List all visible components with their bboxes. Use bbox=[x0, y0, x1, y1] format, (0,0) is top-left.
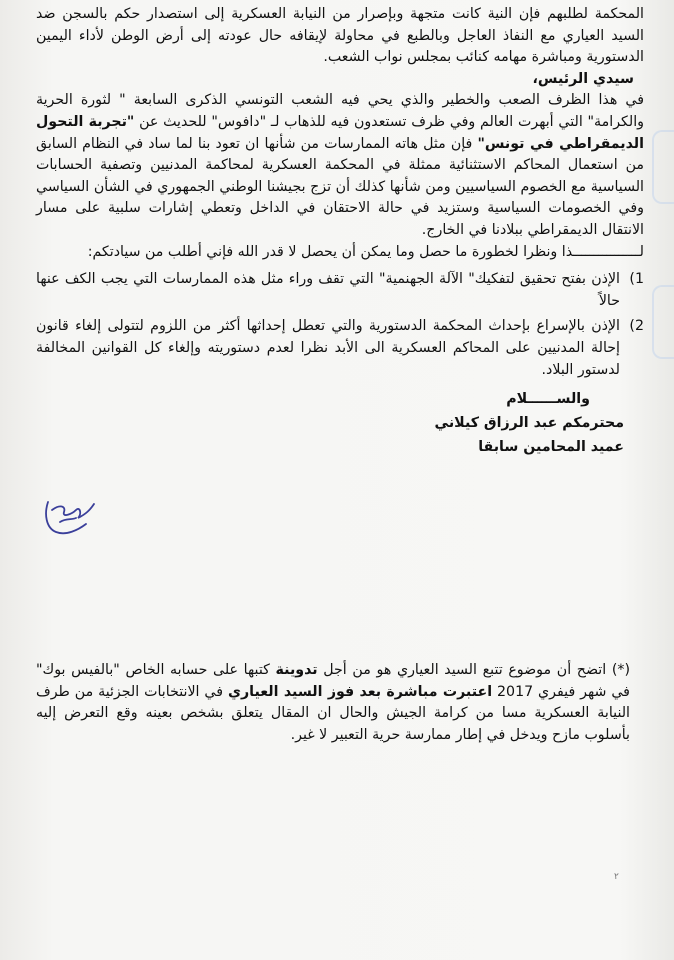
closing-greeting: والســــــلام bbox=[506, 391, 590, 408]
list-item: 1) الإذن بفتح تحقيق لتفكيك" الآلة الجهنمية" التي تقف وراء مثل هذه الممارسات التي يجب الكف عنها حالاً bbox=[36, 271, 644, 309]
bold-phrase: "تجربة التحول الديمقراطي في تونس" bbox=[36, 113, 644, 152]
page-number: ٢ bbox=[614, 872, 619, 882]
bleed-through-mark bbox=[652, 130, 674, 204]
footnote: (*) اتضح أن موضوع تتبع السيد العياري هو من أجل تدوينة كتبها على حسابه الخاص "بالفيس بوك" في شهر فيفري 2017 اعتبرت مباشرة بعد فوز السيد العياري في الانتخابات الجزئية من طرف النيابة العسكرية مسا من كرامة الجيش والحال ان المقال يتعلق بشخص بعينه وقع التعرض إليه بأسلوب مازح ويدخل في إطار ممارسة حرية التعبير لا غير. bbox=[36, 662, 630, 743]
signoff-title: عميد المحامين سابقا bbox=[478, 439, 624, 456]
footnote-marker: (*) bbox=[611, 662, 630, 678]
request-list bbox=[36, 269, 644, 381]
bleed-through-mark bbox=[652, 285, 674, 359]
request-intro: لــــــــــــــــذا ونظرا لخطورة ما حصل وما يمكن أن يحصل لا قدر الله فإني أطلب من سيادتكم: bbox=[87, 243, 644, 260]
letter-body bbox=[36, 0, 644, 459]
signoff-name: محترمكم عبد الرزاق كيلاني bbox=[434, 415, 624, 432]
salutation: سيدي الرئيس، bbox=[532, 70, 634, 87]
main-paragraph: في هذا الظرف الصعب والخطير والذي يحي فيه الشعب التونسي الذكرى السابعة " لثورة الحرية والكرامة" التي أبهرت العالم وفي ظرف تستعدون فيه للذهاب لـ "دافوس" للحديث عن "تجربة التحول الديمقراطي في تونس" فإن مثل هاته الممارسات من شأنها ان تعود بنا لما ساد في النظام السابق من استعمال المحاكم الاستثنائية ممثلة في المحكمة العسكرية لمحاكمة المدنيين وتصفية الحسابات السياسية مع الخصوم السياسيين ومن شأنها كذلك أن تزج بجيشنا الوطني الجمهوري في الشأن السياسي وفي الخصومات السياسية وستزيد في حالة الاحتقان في الداخل وتعطي إشارات سلبية على مسار الانتقال الديمقراطي ببلادنا في الخارج. bbox=[36, 92, 644, 238]
handwritten-signature bbox=[42, 484, 100, 540]
intro-paragraph: المحكمة لطلبهم فإن النية كانت متجهة وبإصرار من النيابة العسكرية إلى استصدار حكم بالسجن ضد السيد العياري مع النفاذ العاجل وبالطبع في محاولة لإيقافه حال عودته إلى أرض الوطن لأداء اليمين الدستورية ومباشرة مهامه كنائب بمجلس نواب الشعب. bbox=[36, 6, 645, 66]
list-item: 2) الإذن بالإسراع بإحداث المحكمة الدستورية والتي تعطل إحداثها أكثر من اللزوم لتتولى إلغاء قانون إحالة المدنيين على المحاكم العسكرية الى الأبد نظرا لعدم دستوريته وإلغاء كل القوانين المخالفة لدستور البلاد. bbox=[36, 318, 644, 378]
closing-block bbox=[36, 387, 644, 459]
